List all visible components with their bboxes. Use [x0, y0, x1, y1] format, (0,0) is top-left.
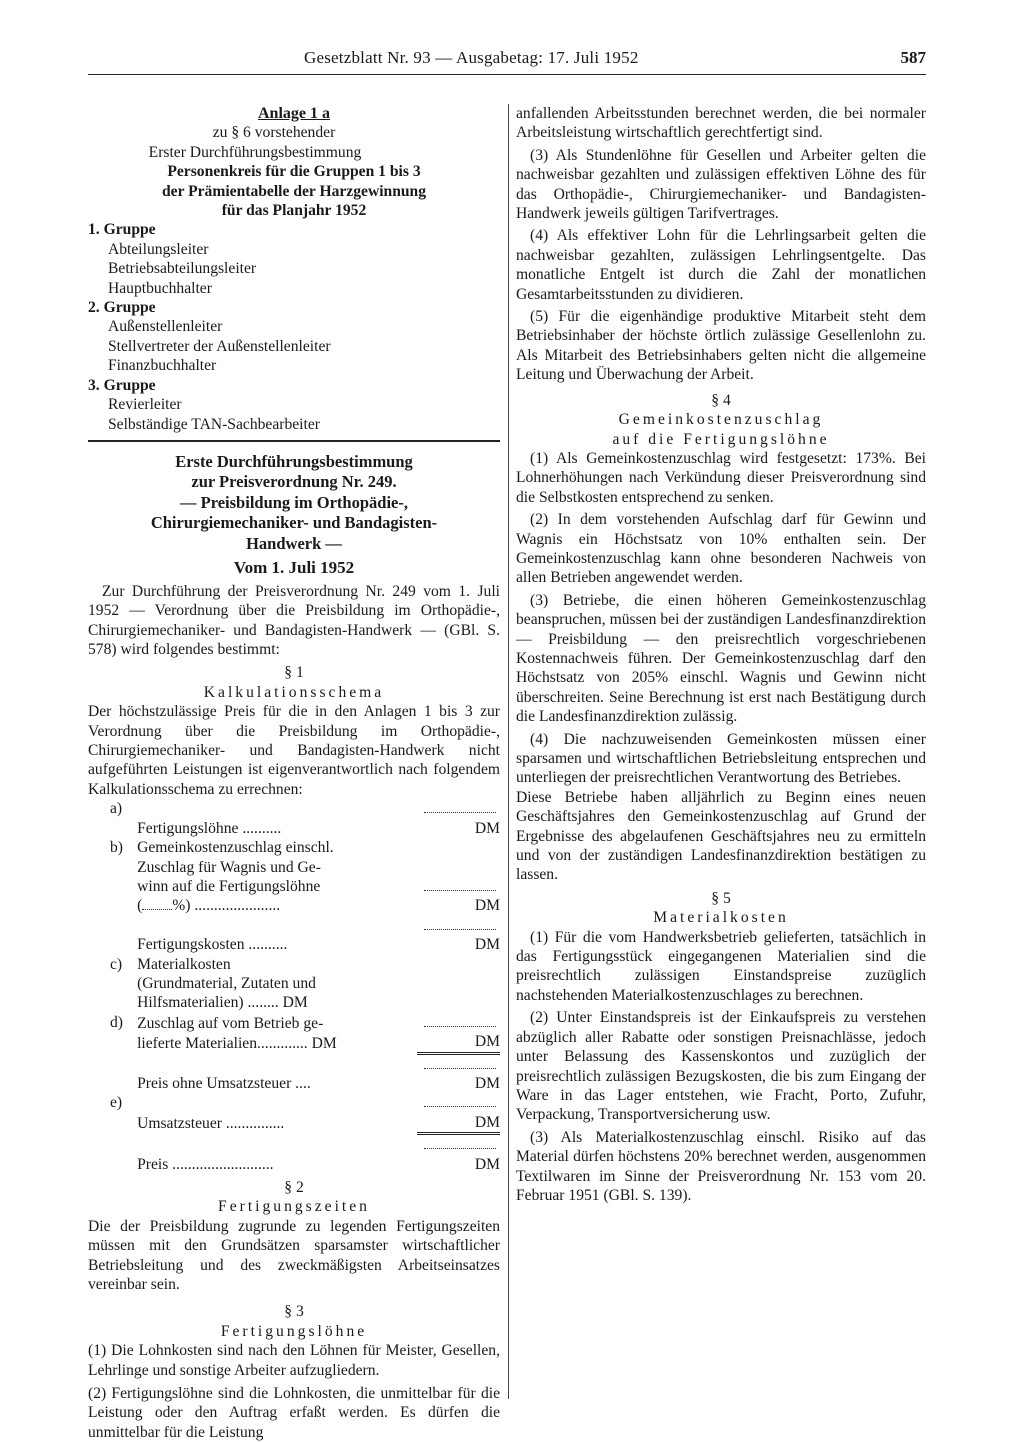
section-title: Kalkulationsschema — [203, 683, 385, 701]
paragraph: Diese Betriebe haben alljährlich zu Beginn eines neuen Geschäftsjahres den Gemeinkostenzuschlag auf Grund der Ergebnisse des abgelaufenen Geschäftsjahres neu zu ermitteln und von der zuständigen Landesfinanzdirektion bestätigen zu lassen. — [516, 788, 926, 884]
calc-text: Umsatzsteuer ............... — [137, 1115, 285, 1133]
section-title: Fertigungslöhne — [220, 1322, 368, 1340]
calc-label: a) — [110, 800, 123, 818]
law-date: Vom 1. Juli 1952 — [233, 558, 355, 578]
calc-text: Gemeinkostenzuschlag einschl. Zuschlag für Wagnis und Ge- winn auf die Fertigungslöhne ( %) ...................... — [137, 839, 334, 915]
page-header — [88, 48, 926, 72]
section-title: Fertigungszeiten — [218, 1198, 370, 1216]
annex-heading1: Personenkreis für die Gruppen 1 bis 3 — [167, 163, 421, 181]
column-divider — [508, 104, 509, 1399]
section-divider — [88, 440, 500, 442]
group-item: Stellvertreter der Außenstellenleiter — [108, 337, 331, 355]
group-item: Selbständige TAN-Sachbearbeiter — [108, 415, 320, 433]
calc-row — [88, 955, 500, 1013]
paragraph: anfallenden Arbeitsstunden berechnet werden, die bei normaler Arbeitsleistung wirtschaftlich gerechtfertigt sind. — [516, 105, 926, 142]
page-number: 587 — [900, 48, 926, 67]
paragraph: (3) Als Materialkostenzuschlag einschl. Risiko auf das Material dürfen höchstens 20% berechnet werden, ausgenommen Textilwaren im Sinne der Preisverordnung Nr. 153 vom 20. Februar 1951 (GBl. S. 139). — [516, 1128, 926, 1204]
paragraph: (2) In dem vorstehenden Aufschlag darf für Gewinn und Wagnis ein Höchstsatz von 10% enthalten sein. Der Gemeinkostenzuschlag kann ohne besonderen Nachweis von allen Betrieben angewendet werden. — [516, 511, 926, 587]
calc-row — [88, 799, 500, 838]
group-label: 2. Gruppe — [88, 299, 156, 317]
section-title: Materialkosten — [653, 909, 789, 927]
annex-heading2: der Prämientabelle der Harzgewinnung — [161, 182, 427, 200]
calc-label: c) — [110, 955, 123, 973]
calc-label: d) — [110, 1013, 123, 1031]
law-intro: Zur Durchführung der Preisverordnung Nr. 249 vom 1. Juli 1952 — Verordnung über die Preisbildung im Orthopädie-, Chirurgiemechaniker- und Bandagisten-Handwerk — (GBl. S. 578) wird folgendes bestimmt: — [88, 582, 500, 659]
calculation-scheme — [88, 799, 500, 1174]
calc-label: e) — [110, 1094, 123, 1112]
annex-ref1: zu § 6 vorstehender — [212, 124, 336, 142]
calc-row — [88, 1134, 500, 1174]
calc-text: Materialkosten (Grundmaterial, Zutaten und Hilfsmaterialien) ........ DM — [137, 955, 316, 1012]
calc-amount: DM — [417, 916, 500, 955]
law-title-line: Chirurgiemechaniker- und Bandagisten- — [150, 513, 438, 533]
header-rule — [88, 74, 926, 75]
right-column — [516, 104, 926, 1205]
law-title-line: Handwerk — — [246, 533, 342, 553]
paragraph: (4) Die nachzuweisenden Gemeinkosten müssen einer sparsamen und wirtschaftlichen Betriebsleitung entsprechen und unterliegen der preisrechtlichen Verantwortung des Betriebes. — [516, 730, 926, 787]
calc-text: Fertigungskosten .......... — [137, 936, 288, 954]
group-item: Außenstellenleiter — [108, 318, 223, 336]
section-number: § 3 — [284, 1303, 304, 1321]
section-text: Der höchstzulässige Preis für die in den Anlagen 1 bis 3 zur Verordnung über die Preisbildung im Orthopädie-, Chirurgiemechaniker- und Bandagisten-Handwerk nicht aufgeführten Leistungen ist eigenverantwortlich nach folgendem Kalkulationsschema zu errechnen: — [88, 703, 500, 798]
paragraph: (2) Fertigungslöhne sind die Lohnkosten, die unmittelbar für die Leistung oder den Auftrag erfaßt werden. Es dürfen die unmittelbar für die Leistung — [88, 1385, 500, 1441]
calc-amount: DM — [417, 1013, 500, 1053]
paragraph: (2) Unter Einstandspreis ist der Einkaufspreis zu verstehen abzüglich aller Rabatte oder sonstigen Preisnachlässe, jedoch unter Belassung des Kassenskontos und zuzüglich der preisrechtlich zulässigen Bezugskosten, die bis zum Eingang der Ware in das Lager entstehen, wie Fracht, Porto, Zufuhr, Verpackung, Transportversicherung usw. — [516, 1009, 926, 1124]
section-title: auf die Fertigungslöhne — [612, 430, 830, 448]
group-label: 1. Gruppe — [88, 221, 156, 239]
group-item: Hauptbuchhalter — [108, 279, 212, 297]
calc-row — [88, 1013, 500, 1053]
calc-text: Fertigungslöhne .......... — [137, 819, 282, 837]
paragraph: (1) Die Lohnkosten sind nach den Löhnen für Meister, Gesellen, Lehrlinge und sonstige Arbeiter aufzugliedern. — [88, 1342, 500, 1379]
paragraph: (4) Als effektiver Lohn für die Lehrlingsarbeit gelten die nachweisbar gezahlten, zulässigen Lehrlingsentgelte. Das monatliche Entgelt ist durch die Zahl der monatlichen Gesamtarbeitsstunden zu dividieren. — [516, 227, 926, 303]
paragraph: (3) Betriebe, die einen höheren Gemeinkostenzuschlag beanspruchen, müssen bei der zuständigen Landesfinanzdirektion — Preisbildung — den preisrechtlich vorgeschriebenen Kostennachweis führen. Der Gemeinkostenzuschlag darf den Höchstsatz von 205% einschl. Wagnis und Gewinn nicht überschreiten. Seine Berechnung ist erst nach Bestätigung durch die Landesfinanzdirektion zulässig. — [516, 591, 926, 726]
section-text: Die der Preisbildung zugrunde zu legenden Fertigungszeiten müssen mit den Grundsätzen sparsamster wirtschaftlicher Betriebsleitung und des zweckmäßigsten Arbeitseinsatzes vereinbar sein. — [88, 1217, 500, 1294]
section-number: § 1 — [284, 664, 304, 682]
calc-label: b) — [110, 839, 123, 857]
group-item: Abteilungsleiter — [108, 240, 209, 258]
law-title-line: Erste Durchführungsbestimmung — [175, 451, 413, 471]
section-number: § 5 — [711, 889, 731, 907]
group-item: Revierleiter — [108, 396, 182, 414]
group-label: 3. Gruppe — [88, 376, 156, 394]
calc-amount: DM — [417, 1093, 500, 1133]
calc-row — [88, 1053, 500, 1093]
group-item: Betriebsabteilungsleiter — [108, 260, 257, 278]
calc-row — [88, 838, 500, 916]
law-title — [88, 452, 500, 555]
annex-title: Anlage 1 a — [258, 105, 330, 122]
law-title-line: — Preisbildung im Orthopädie-, — [180, 492, 408, 512]
calc-amount: DM — [417, 838, 500, 916]
calc-amount: DM — [417, 799, 500, 838]
calc-row — [88, 916, 500, 955]
calc-row — [88, 1093, 500, 1133]
calc-text: Preis .......................... — [137, 1155, 274, 1173]
annex-block — [88, 104, 500, 220]
calc-amount: DM — [417, 1053, 500, 1093]
calc-text: Preis ohne Umsatzsteuer .... — [137, 1074, 311, 1092]
section-number: § 4 — [711, 391, 731, 409]
header-title: Gesetzblatt Nr. 93 — Ausgabetag: 17. Juli 1952 — [304, 48, 639, 67]
annex-heading3: für das Planjahr 1952 — [221, 202, 367, 220]
section-title: Gemeinkostenzuschlag — [618, 411, 824, 429]
paragraph: (3) Als Stundenlöhne für Gesellen und Arbeiter gelten die nachweisbar gezahlten und zulässigen effektiven Löhne des für das Orthopädie-, Chirurgiemechaniker- und Bandagisten-Handwerk jeweils gültigen Tarifvertrages. — [516, 146, 926, 223]
group-item: Finanzbuchhalter — [108, 357, 217, 375]
left-column — [88, 104, 500, 1442]
paragraph: (1) Für die vom Handwerksbetrieb gelieferten, tatsächlich in das Fertigungsstück eingegangenen Materialien sind die preisrechtlich zulässigen Einstandspreise zuzüglich nachstehenden Materialkostenzuschlages zu berechnen. — [516, 928, 926, 1004]
group-list — [88, 220, 500, 433]
law-title-line: zur Preisverordnung Nr. 249. — [191, 472, 397, 492]
paragraph: (5) Für die eigenhändige produktive Mitarbeit steht dem Betriebsinhaber der höchste örtlich zulässige Gesellenlohn zu. Als Mitarbeit des Betriebsinhabers gelten nicht die allgemeine Leitung und Überwachung der Arbeit. — [516, 308, 926, 384]
calc-text: Zuschlag auf vom Betrieb ge- lieferte Materialien............. DM — [137, 1015, 337, 1052]
section-number: § 2 — [284, 1179, 304, 1196]
annex-ref2: Erster Durchführungsbestimmung — [148, 143, 362, 161]
paragraph: (1) Als Gemeinkostenzuschlag wird festgesetzt: 173%. Bei Lohnerhöhungen nach Verkündung dieser Preisverordnung sind die Selbstkosten entsprechend zu senken. — [516, 449, 926, 506]
calc-amount: DM — [417, 1134, 500, 1174]
